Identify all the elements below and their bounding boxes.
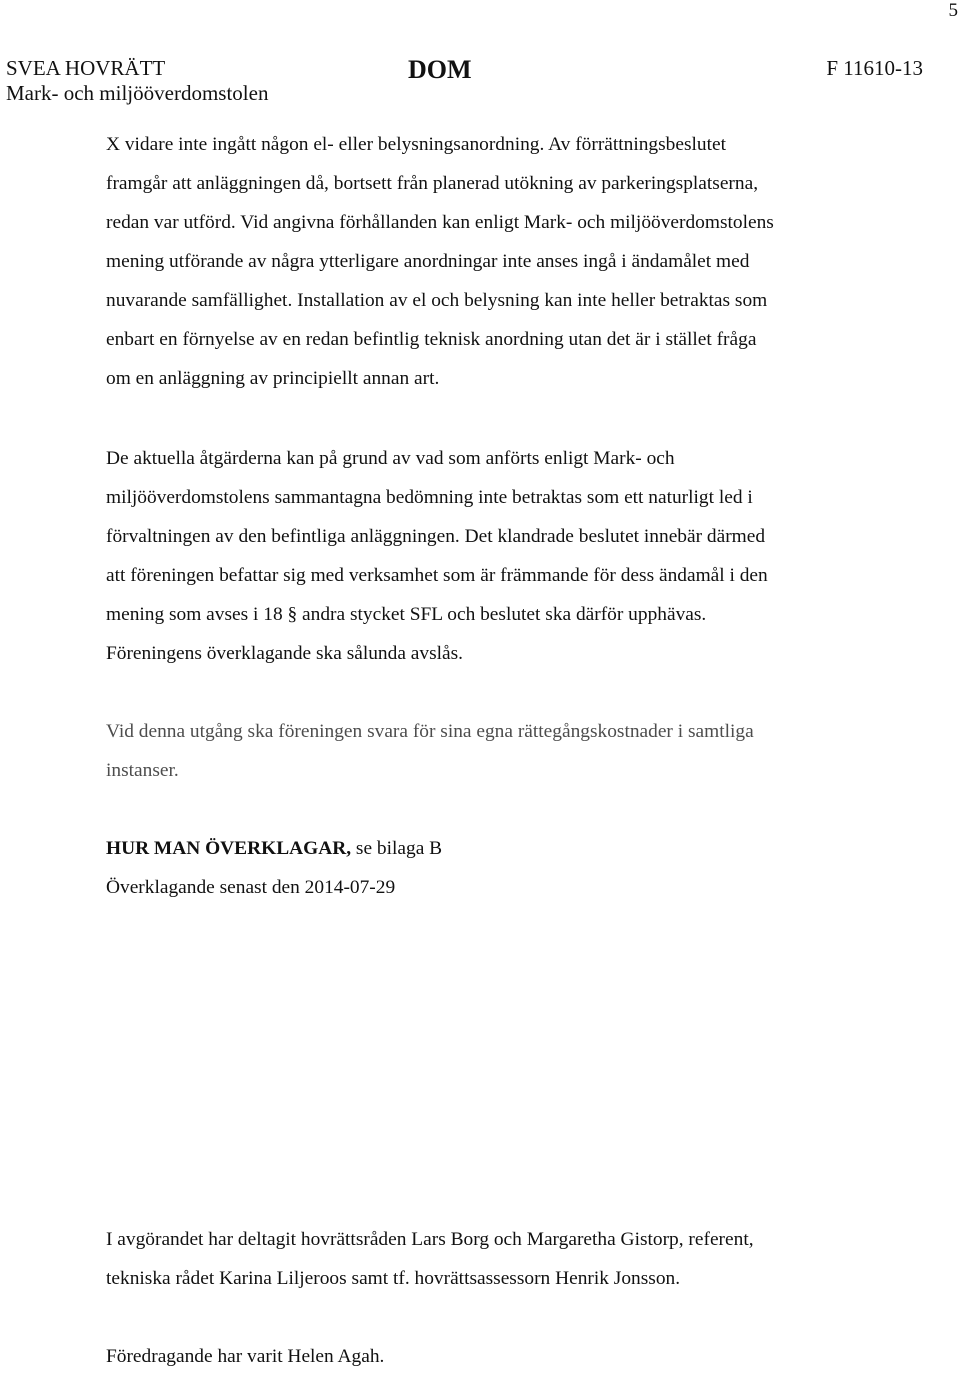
appeal-heading (106, 829, 896, 868)
page-number: 5 (948, 0, 958, 21)
text-line: framgår att anläggningen då, bortsett från planerad utökning av parkeringsplatserna, (106, 173, 759, 194)
text-line: miljööverdomstolens sammantagna bedömning inte betraktas som ett naturligt led i (106, 487, 753, 508)
paragraph-judges (106, 1220, 896, 1298)
text-line: mening som avses i 18 § andra stycket SFL och beslutet ska därför upphävas. (106, 604, 707, 625)
text-line: enbart en förnyelse av en redan befintlig teknisk anordning utan det är i stället fråga (106, 329, 757, 350)
text-line: förvaltningen av den befintliga anläggningen. Det klandrade beslutet innebär därmed (106, 526, 766, 547)
case-number: F 11610-13 (826, 56, 923, 80)
document-type: DOM (408, 55, 472, 84)
paragraph-reasoning (106, 125, 896, 398)
text-line: att föreningen befattar sig med verksamhet som är främmande för dess ändamål i den (106, 565, 768, 586)
text-line: I avgörandet har deltagit hovrättsråden Lars Borg och Margaretha Gistorp, referent, (106, 1229, 754, 1250)
text-line: Föredragande har varit Helen Agah. (106, 1346, 385, 1367)
appeal-heading-rest: se bilaga B (351, 838, 443, 859)
appeal-heading-bold: HUR MAN ÖVERKLAGAR, (106, 838, 352, 859)
text-line: X vidare inte ingått någon el- eller belysningsanordning. Av förrättningsbeslutet (106, 134, 726, 155)
division-name: Mark- och miljööverdomstolen (6, 81, 269, 105)
text-line: redan var utförd. Vid angivna förhållanden kan enligt Mark- och miljööverdomstolens (106, 212, 774, 233)
court-name: SVEA HOVRÄTT (6, 56, 166, 80)
text-line: Föreningens överklagande ska sålunda avslås. (106, 643, 464, 664)
text-line: nuvarande samfällighet. Installation av el och belysning kan inte heller betraktas som (106, 290, 768, 311)
text-line: De aktuella åtgärderna kan på grund av vad som anförts enligt Mark- och (106, 448, 675, 469)
text-line: om en anläggning av principiellt annan art. (106, 368, 440, 389)
appeal-deadline: Överklagande senast den 2014-07-29 (106, 877, 396, 898)
text-line: mening utförande av några ytterligare anordningar inte anses ingå i ändamålet med (106, 251, 750, 272)
paragraph-rapporteur (106, 1337, 896, 1376)
text-line: instanser. (106, 760, 179, 781)
paragraph-conclusion (106, 439, 896, 673)
text-line: Vid denna utgång ska föreningen svara för sina egna rättegångskostnader i samtliga (106, 721, 754, 742)
paragraph-costs (106, 712, 896, 790)
text-line: tekniska rådet Karina Liljeroos samt tf. hovrättsassessorn Henrik Jonsson. (106, 1268, 681, 1289)
